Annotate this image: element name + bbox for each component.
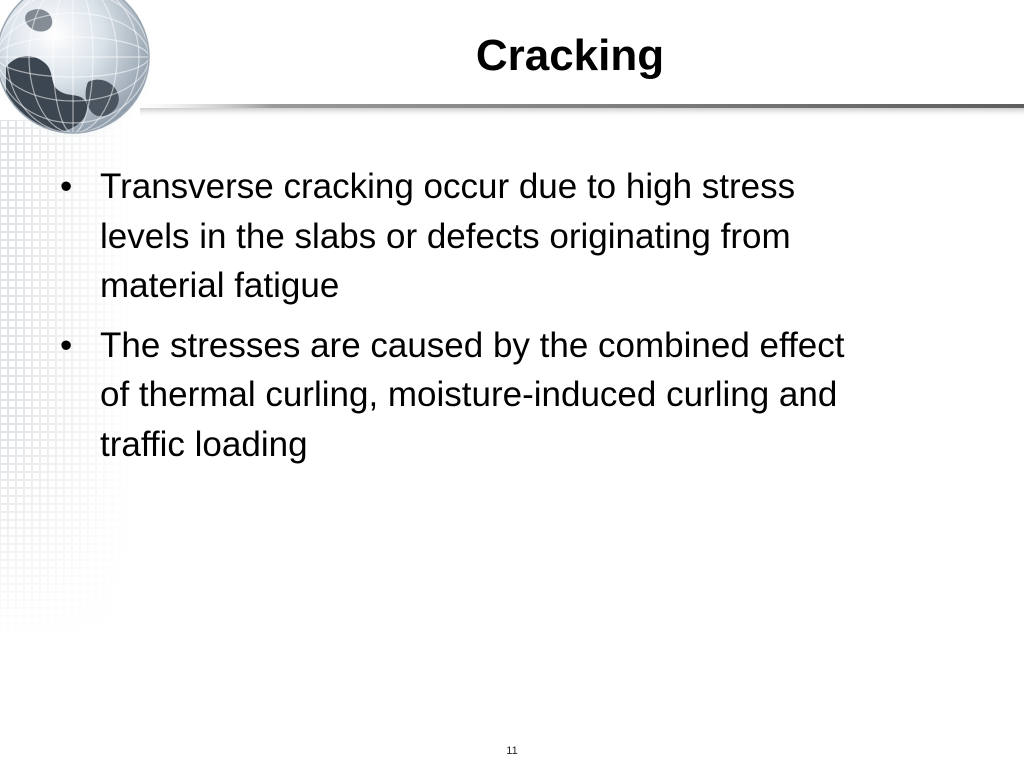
bullet-text: Transverse cracking occur due to high stress levels in the slabs or defects originating from material fatigue [100, 167, 796, 305]
bullet-item [58, 321, 878, 470]
bullet-item [58, 162, 878, 311]
bullet-marker: • [60, 325, 73, 365]
slide-title: Cracking [475, 31, 665, 80]
bullet-marker: • [60, 167, 73, 206]
slide-page-number: 11 [506, 745, 518, 757]
bullet-text: The stresses are caused by the combined effect of thermal curling, moisture-induced curling and traffic loading [100, 325, 845, 464]
globe-icon [0, 0, 158, 142]
bullet-list [58, 162, 878, 479]
